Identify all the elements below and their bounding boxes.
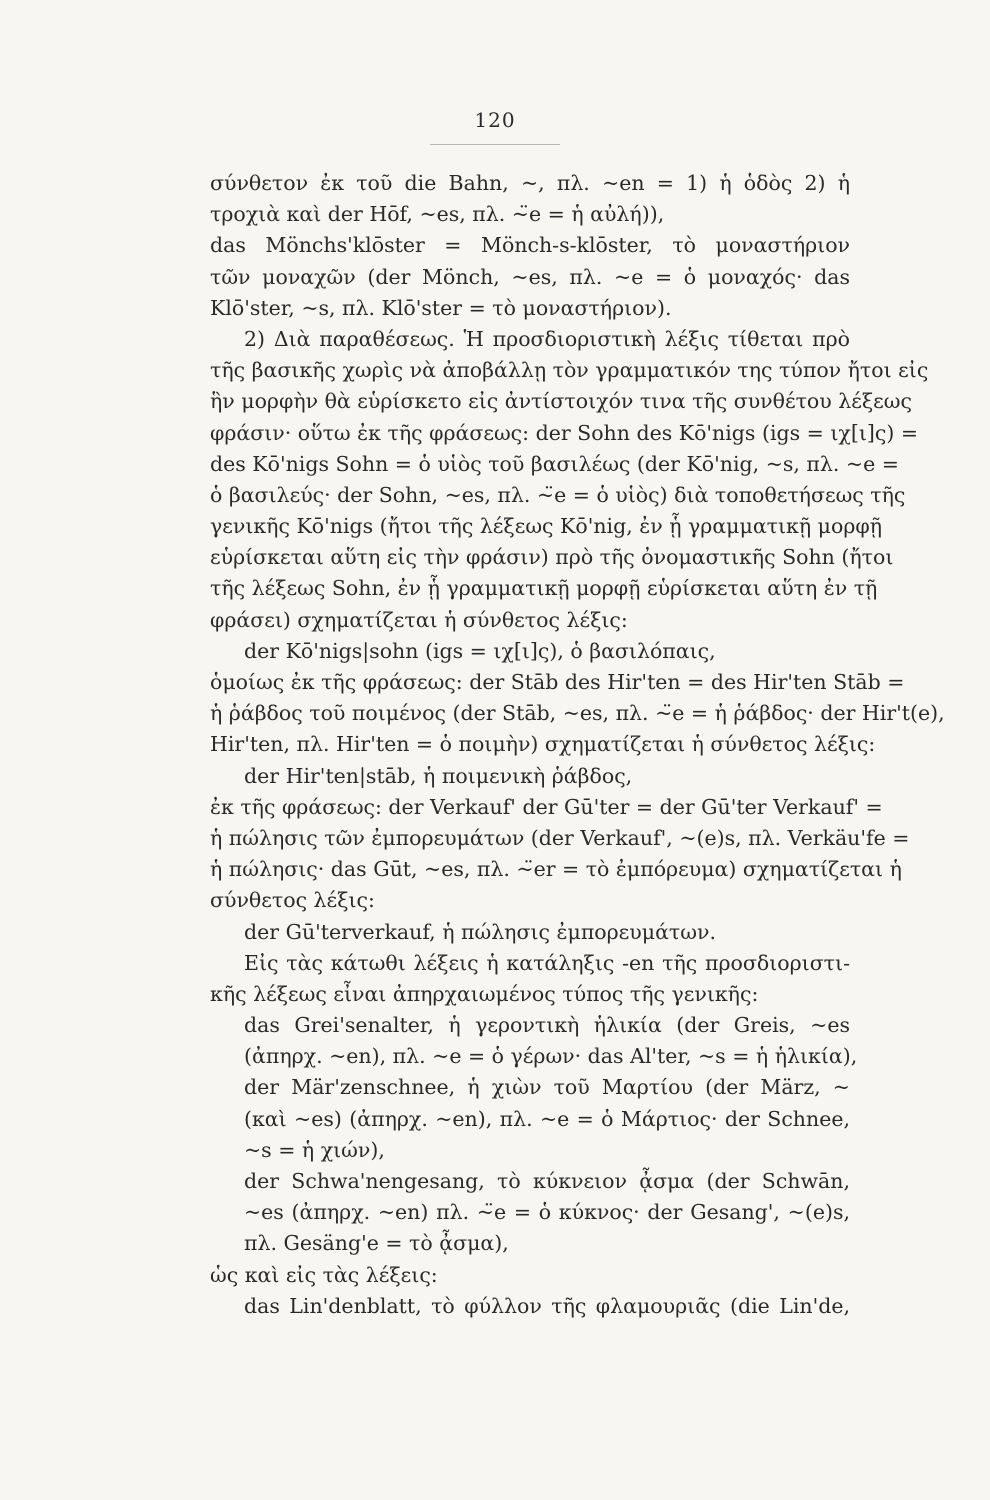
text-line: ὁ βασιλεύς· der Sohn, ~es, πλ. ~̈e = ὁ υἱὸς) διὰ τοποθετήσεως τῆς (210, 482, 906, 507)
text-line: (ἀπηρχ. ~en), πλ. ~e = ὁ γέρων· das Al'ter, ~s = ἡ ἡλικία), (244, 1044, 858, 1069)
text-line: σύνθετος λέξις: (210, 888, 375, 913)
text-line: der Gū'terverkauf, ἡ πώλησις ἐμπορευμάτων. (244, 919, 716, 944)
text-line: τῶν μοναχῶν (der Mönch, ~es, πλ. ~e = ὁ μοναχός· das (210, 264, 850, 289)
text-line: ἐκ τῆς φράσεως: der Verkauf' der Gū'ter = der Gū'ter Verkauf' = (210, 794, 883, 819)
text-line: das Mönchs'klōster = Mönch-s-klōster, τὸ μοναστήριον (210, 233, 850, 258)
text-line: ~s = ἡ χιών), (244, 1137, 385, 1162)
text-line: Εἰς τὰς κάτωθι λέξεις ἡ κατάληξις -en τῆς προσδιοριστι- (244, 950, 850, 975)
text-line: φράσει) σχηματίζεται ἡ σύνθετος λέξις: (210, 607, 628, 632)
text-line: τῆς λέξεως Sohn, ἐν ᾗ γραμματικῇ μορφῇ εὑρίσκεται αὕτη ἐν τῇ (210, 576, 878, 601)
text-line: τροχιὰ καὶ der Hōf, ~es, πλ. ~̈e = ἡ αὐλή)), (210, 202, 665, 227)
text-line: der Mär'zenschnee, ἡ χιὼν τοῦ Μαρτίου (der März, ~ (244, 1075, 850, 1100)
text-line: 2) Διὰ παραθέσεως. Ἡ προσδιοριστικὴ λέξις τίθεται πρὸ (244, 326, 850, 351)
text-line: κῆς λέξεως εἶναι ἀπηρχαιωμένος τύπος τῆς γενικῆς: (210, 981, 759, 1006)
text-line: das Grei'senalter, ἡ γεροντικὴ ἡλικία (der Greis, ~es (244, 1013, 850, 1038)
header-rule (430, 144, 560, 145)
text-line: ἡ ῥάβδος τοῦ ποιμένος (der Stāb, ~es, πλ. ~̈e = ἡ ῥάβδος· der Hir't(e), (210, 701, 945, 726)
text-line: τῆς βασικῆς χωρὶς νὰ ἀποβάλλῃ τὸν γραμματικόν της τύπον ἤτοι εἰς (210, 358, 929, 383)
text-line: das Lin'denblatt, τὸ φύλλον τῆς φλαμουριᾶς (die Lin'de, (244, 1293, 850, 1318)
text-line: des Kō'nigs Sohn = ὁ υἱὸς τοῦ βασιλέως (der Kō'nig, ~s, πλ. ~e = (210, 451, 899, 476)
text-line: der Hir'ten|stāb, ἡ ποιμενικὴ ῥάβδος, (244, 763, 633, 788)
page-body-text (210, 168, 945, 1322)
text-line: Hir'ten, πλ. Hir'ten = ὁ ποιμὴν) σχηματίζεται ἡ σύνθετος λέξις: (210, 732, 876, 757)
text-line: ἡ πώλησις τῶν ἐμπορευμάτων (der Verkauf', ~(e)s, πλ. Verkäu'fe = (210, 825, 910, 850)
text-line: der Kō'nigs|sohn (igs = ιχ[ι]ς), ὁ βασιλόπαις, (244, 638, 716, 663)
text-line: γενικῆς Kō'nigs (ἤτοι τῆς λέξεως Kō'nig, ἐν ᾗ γραμματικῇ μορφῇ (210, 514, 883, 539)
text-line: der Schwa'nengesang, τὸ κύκνειον ᾆσμα (der Schwān, (244, 1169, 850, 1193)
text-line: ἡ πώλησις· das Gūt, ~es, πλ. ~̈er = τὸ ἐμπόρευμα) σχηματίζεται ἡ (210, 857, 902, 882)
text-line: ὁμοίως ἐκ τῆς φράσεως: der Stāb des Hir'ten = des Hir'ten Stāb = (210, 670, 905, 694)
text-line: (καὶ ~es) (ἀπηρχ. ~en), πλ. ~e = ὁ Μάρτιος· der Schnee, (244, 1106, 850, 1131)
text-line: φράσιν· οὕτω ἐκ τῆς φράσεως: der Sohn des Kō'nigs (igs = ιχ[ι]ς) = (210, 420, 919, 445)
text-line: Klō'ster, ~s, πλ. Klō'ster = τὸ μοναστήριον). (210, 295, 672, 320)
text-line: πλ. Gesäng'e = τὸ ᾆσμα), (244, 1231, 509, 1256)
text-line: ὡς καὶ εἰς τὰς λέξεις: (210, 1262, 438, 1287)
text-line: εὑρίσκεται αὕτη εἰς τὴν φράσιν) πρὸ τῆς ὀνομαστικῆς Sohn (ἤτοι (210, 545, 894, 570)
text-line: ~es (ἀπηρχ. ~en) πλ. ~̈e = ὁ κύκνος· der Gesang', ~(e)s, (244, 1200, 850, 1225)
text-line: σύνθετον ἐκ τοῦ die Bahn, ~, πλ. ~en = 1) ἡ ὁδὸς 2) ἡ (210, 171, 850, 195)
page-number: 120 (474, 108, 516, 132)
text-line: ἣν μορφὴν θὰ εὑρίσκετο εἰς ἀντίστοιχόν τινα τῆς συνθέτου λέξεως (210, 389, 912, 414)
